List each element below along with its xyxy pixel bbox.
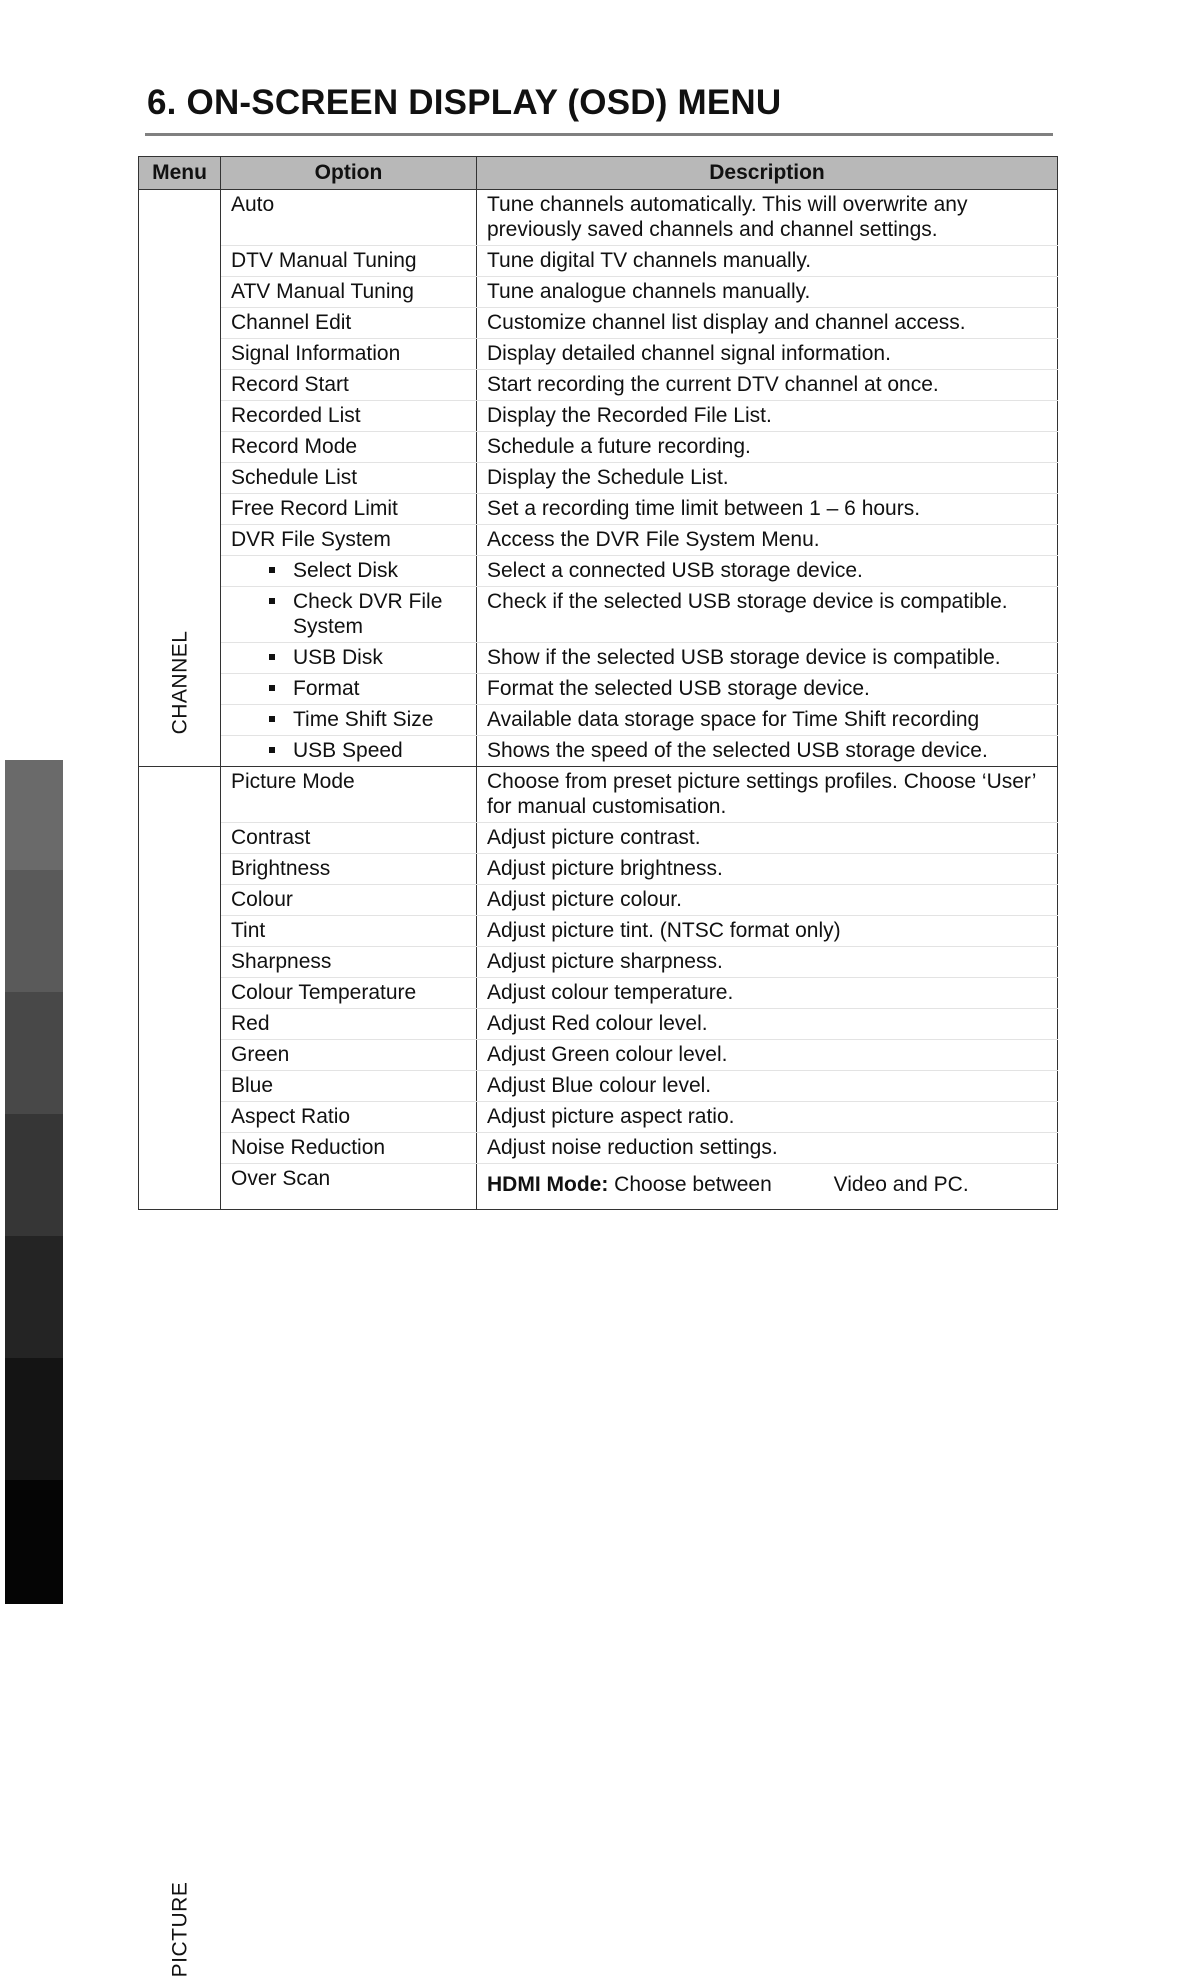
table-row xyxy=(139,885,1058,916)
table-row xyxy=(139,1164,1058,1210)
description-cell xyxy=(477,1164,1058,1210)
option-cell: Colour Temperature xyxy=(221,978,477,1009)
description-cell: Display the Recorded File List. xyxy=(477,401,1058,432)
option-cell: Red xyxy=(221,1009,477,1040)
page-title: 6. ON-SCREEN DISPLAY (OSD) MENU xyxy=(147,83,782,122)
description-cell: Tune channels automatically. This will overwrite any previously saved channels and channel settings. xyxy=(477,190,1058,246)
sub-option-label: Select Disk xyxy=(293,559,399,582)
option-cell: Tint xyxy=(221,916,477,947)
side-tab-1 xyxy=(5,760,63,870)
table-row xyxy=(139,370,1058,401)
option-cell: ATV Manual Tuning xyxy=(221,277,477,308)
option-cell: DVR File System xyxy=(221,525,477,556)
table-row xyxy=(139,1040,1058,1071)
table-row xyxy=(139,401,1058,432)
hdmi-mode-label: HDMI Mode: xyxy=(487,1173,609,1196)
option-cell: Blue xyxy=(221,1071,477,1102)
table-row xyxy=(139,556,1058,587)
side-tab-4 xyxy=(5,1114,63,1236)
table-row xyxy=(139,190,1058,246)
bullet-icon xyxy=(269,747,275,753)
table-row xyxy=(139,947,1058,978)
option-cell: Green xyxy=(221,1040,477,1071)
menu-group-picture xyxy=(139,767,221,1977)
bullet-icon xyxy=(269,567,275,573)
osd-menu-table xyxy=(138,156,1058,1977)
table-row xyxy=(139,1009,1058,1040)
description-cell: Start recording the current DTV channel at once. xyxy=(477,370,1058,401)
option-cell: Record Mode xyxy=(221,432,477,463)
description-cell: Adjust picture colour. xyxy=(477,885,1058,916)
table-row xyxy=(139,916,1058,947)
table-row xyxy=(139,1102,1058,1133)
option-cell: Colour xyxy=(221,885,477,916)
table-row xyxy=(139,736,1058,767)
sub-option-cell xyxy=(221,587,477,643)
sub-option-cell xyxy=(221,674,477,705)
hdmi-mode-options: Video and PC. xyxy=(833,1173,969,1196)
option-cell: Recorded List xyxy=(221,401,477,432)
option-cell: Sharpness xyxy=(221,947,477,978)
description-cell: Adjust Green colour level. xyxy=(477,1040,1058,1071)
description-cell: Adjust picture aspect ratio. xyxy=(477,1102,1058,1133)
side-tab-5 xyxy=(5,1236,63,1358)
description-cell: Set a recording time limit between 1 – 6 hours. xyxy=(477,494,1058,525)
table-row xyxy=(139,246,1058,277)
bullet-icon xyxy=(269,716,275,722)
option-cell: Aspect Ratio xyxy=(221,1102,477,1133)
table-row xyxy=(139,674,1058,705)
description-cell: Customize channel list display and channel access. xyxy=(477,308,1058,339)
bullet-icon xyxy=(269,654,275,660)
option-cell: Noise Reduction xyxy=(221,1133,477,1164)
side-tab-2 xyxy=(5,870,63,992)
option-cell: Over Scan xyxy=(221,1164,477,1210)
header-description: Description xyxy=(477,157,1058,190)
description-cell: Adjust picture contrast. xyxy=(477,823,1058,854)
side-tab-7 xyxy=(5,1480,63,1604)
description-cell: Access the DVR File System Menu. xyxy=(477,525,1058,556)
sub-option-cell xyxy=(221,556,477,587)
table-row xyxy=(139,978,1058,1009)
menu-label-picture: PICTURE xyxy=(168,1881,191,1977)
table-row xyxy=(139,587,1058,643)
description-cell: Schedule a future recording. xyxy=(477,432,1058,463)
option-cell: Free Record Limit xyxy=(221,494,477,525)
table-row xyxy=(139,705,1058,736)
option-cell: Contrast xyxy=(221,823,477,854)
bullet-icon xyxy=(269,598,275,604)
option-cell: Schedule List xyxy=(221,463,477,494)
table-row xyxy=(139,308,1058,339)
description-cell: Shows the speed of the selected USB storage device. xyxy=(477,736,1058,767)
bullet-icon xyxy=(269,685,275,691)
table-row xyxy=(139,823,1058,854)
description-cell: Show if the selected USB storage device is compatible. xyxy=(477,643,1058,674)
table-row xyxy=(139,525,1058,556)
title-divider xyxy=(145,133,1053,136)
description-cell: Check if the selected USB storage device is compatible. xyxy=(477,587,1058,643)
description-cell: Adjust picture sharpness. xyxy=(477,947,1058,978)
description-cell: Display detailed channel signal information. xyxy=(477,339,1058,370)
sub-option-label: USB Speed xyxy=(293,739,403,762)
hdmi-mode-text: Choose between xyxy=(614,1173,772,1196)
sub-option-label: Time Shift Size xyxy=(293,708,434,731)
description-cell: Format the selected USB storage device. xyxy=(477,674,1058,705)
option-cell: DTV Manual Tuning xyxy=(221,246,477,277)
table-row xyxy=(139,339,1058,370)
sub-option-cell xyxy=(221,643,477,674)
table-row xyxy=(139,494,1058,525)
option-cell: Auto xyxy=(221,190,477,246)
table-row xyxy=(139,854,1058,885)
description-cell: Tune analogue channels manually. xyxy=(477,277,1058,308)
description-cell: Tune digital TV channels manually. xyxy=(477,246,1058,277)
option-cell: Record Start xyxy=(221,370,477,401)
table-row xyxy=(139,1071,1058,1102)
option-cell: Picture Mode xyxy=(221,767,477,823)
description-cell: Adjust Blue colour level. xyxy=(477,1071,1058,1102)
table-row xyxy=(139,767,1058,823)
description-cell: Choose from preset picture settings profiles. Choose ‘User’ for manual customisation. xyxy=(477,767,1058,823)
header-option: Option xyxy=(221,157,477,190)
table-row xyxy=(139,643,1058,674)
option-cell: Channel Edit xyxy=(221,308,477,339)
description-cell: Adjust colour temperature. xyxy=(477,978,1058,1009)
sub-option-cell xyxy=(221,736,477,767)
menu-label-channel: CHANNEL xyxy=(168,630,191,735)
description-cell: Display the Schedule List. xyxy=(477,463,1058,494)
sub-option-label: Check DVR File System xyxy=(293,590,443,638)
sub-option-cell xyxy=(221,705,477,736)
description-cell: Available data storage space for Time Shift recording xyxy=(477,705,1058,736)
table-row xyxy=(139,432,1058,463)
description-cell: Select a connected USB storage device. xyxy=(477,556,1058,587)
sub-option-label: USB Disk xyxy=(293,646,383,669)
option-cell: Brightness xyxy=(221,854,477,885)
menu-group-channel xyxy=(139,190,221,767)
description-cell: Adjust picture tint. (NTSC format only) xyxy=(477,916,1058,947)
side-tab-6 xyxy=(5,1358,63,1480)
table-row xyxy=(139,277,1058,308)
description-cell: Adjust picture brightness. xyxy=(477,854,1058,885)
table-row xyxy=(139,463,1058,494)
table-row xyxy=(139,1133,1058,1164)
description-cell: Adjust noise reduction settings. xyxy=(477,1133,1058,1164)
side-tab-3 xyxy=(5,992,63,1114)
option-cell: Signal Information xyxy=(221,339,477,370)
sub-option-label: Format xyxy=(293,677,360,700)
table-header-row xyxy=(139,157,1058,190)
description-cell: Adjust Red colour level. xyxy=(477,1009,1058,1040)
header-menu: Menu xyxy=(139,157,221,190)
